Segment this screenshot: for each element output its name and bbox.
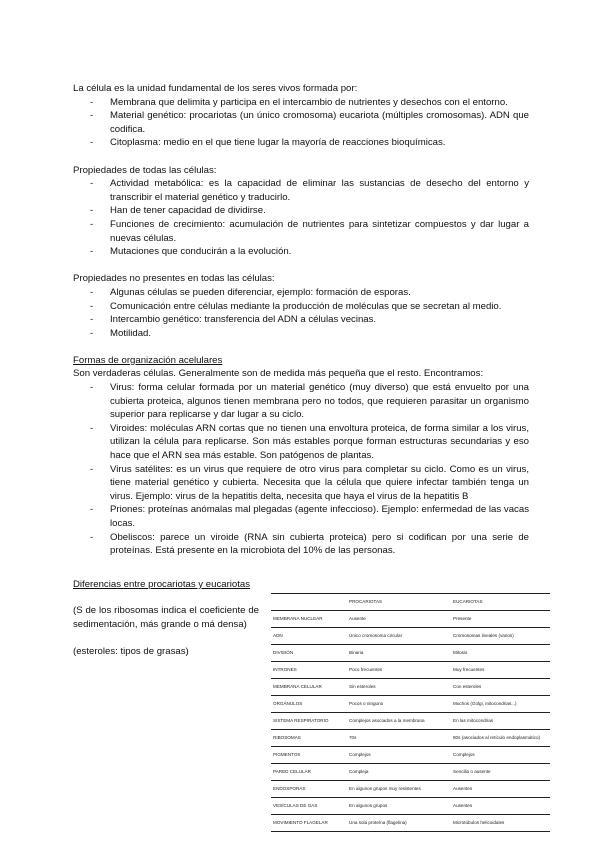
table-cell: Muy frecuentes — [451, 662, 550, 679]
list-item: - Han de tener capacidad de dividirse. — [110, 204, 529, 218]
list-item: - Material genético: procariotas (un único cromosoma) eucariota (múltiples cromosomas). ADN que codifica. — [110, 109, 529, 136]
table-cell: Sin esteroles — [347, 679, 451, 696]
table-row — [271, 679, 550, 696]
acellular-list — [73, 381, 529, 558]
table-cell: Compleja — [347, 764, 451, 781]
text-column — [73, 82, 529, 558]
table-header: PROCARIOTAS — [347, 594, 451, 611]
table-header: EUCARIOTAS — [451, 594, 550, 611]
list-item: - Priones: proteínas anómalas mal plegadas (agente infeccioso). Ejemplo: enfermedad de las vacas locas. — [110, 503, 529, 530]
list-item: - Funciones de crecimiento: acumulación de nutrientes para sintetizar compuestos y dar lugar a nuevas células. — [110, 218, 529, 245]
acellular-intro: Son verdaderas células. Generalmente son de medida más pequeña que el resto. Encontramos: — [73, 368, 484, 380]
table-cell: Presente — [451, 611, 550, 628]
differences-heading: Diferencias entre procariotas y eucariotas — [73, 579, 251, 590]
acellular-heading: Formas de organización acelulares — [73, 354, 223, 366]
table-cell: Microtúbulos helicoidales — [451, 815, 550, 832]
table-cell: Sencilla o ausente — [451, 764, 550, 781]
table-row — [271, 764, 550, 781]
table-cell: INTRONES — [271, 662, 347, 679]
table-cell: 70s — [347, 730, 451, 747]
table-cell: Ausente — [347, 611, 451, 628]
list-item: - Comunicación entre células mediante la producción de moléculas que se secretan al medio. — [110, 300, 529, 314]
table-cell: 80s (asociados al retículo endoplasmático) — [451, 730, 550, 747]
table-cell: Mitosis — [451, 645, 550, 662]
table-row — [271, 730, 550, 747]
table-cell: Una sola proteína (flagelina) — [347, 815, 451, 832]
ribosome-note: (S de los ribosomas indica el coeficiente de sedimentación, más grande o má densa) — [73, 605, 259, 630]
table-row — [271, 696, 550, 713]
table-row — [271, 781, 550, 798]
table-cell: Con esteroles — [451, 679, 550, 696]
comparison-table — [271, 593, 550, 832]
table-cell: Complejos — [347, 747, 451, 764]
table-cell: Muchos (Golgi, mitocondrias...) — [451, 696, 550, 713]
table-cell: Complejos asociados a la membrana — [347, 713, 451, 730]
list-item: - Motilidad. — [110, 327, 529, 341]
list-item: - Mutaciones que conducirán a la evolución. — [110, 245, 529, 259]
table-header-row — [271, 594, 550, 611]
table-cell: SISTEMA RESPIRATORIO — [271, 713, 347, 730]
table-cell: VESÍCULAS DE GAS — [271, 798, 347, 815]
intro-list — [73, 96, 529, 150]
list-item: - Intercambio genético: transferencia del ADN a células vecinas. — [110, 313, 529, 327]
table-cell: Pocos o ninguno — [347, 696, 451, 713]
table-header — [271, 594, 347, 611]
table-cell: DIVISIÓN — [271, 645, 347, 662]
table-row — [271, 611, 550, 628]
table-cell: Cromosomas lineales (varios) — [451, 628, 550, 645]
table-row — [271, 628, 550, 645]
table-cell: Poco frecuentes — [347, 662, 451, 679]
table-cell: Binaria — [347, 645, 451, 662]
list-item: - Virus: forma celular formada por un material genético (muy diverso) que está envuelto por una cubierta proteica, algunos tienen membrana pero no todos, que requieren parasitar un organismo superior para replicarse y dar lugar a su ciclo. — [110, 381, 529, 422]
differences-notes — [73, 604, 259, 658]
table-cell: MOVIMIENTO FLAGELAR — [271, 815, 347, 832]
table-row — [271, 662, 550, 679]
list-item: - Actividad metabólica: es la capacidad de eliminar las sustancias de desecho del entorno y transcribir el material genético y traducirlo. — [110, 177, 529, 204]
table-row — [271, 645, 550, 662]
intro-heading: La célula es la unidad fundamental de los seres vivos formada por: — [73, 83, 358, 94]
table-row — [271, 798, 550, 815]
sterol-note: (esteroles: tipos de grasas) — [73, 645, 189, 657]
table-cell: Único cromosoma circular — [347, 628, 451, 645]
props-not-all-heading: Propiedades no presentes en todas las células: — [73, 273, 275, 285]
props-not-all-list — [73, 286, 529, 340]
table-cell: PIGMENTOS — [271, 747, 347, 764]
table-cell: En algunos grupos muy resistentes — [347, 781, 451, 798]
table-row — [271, 713, 550, 730]
list-item: - Virus satélites: es un virus que requiere de otro virus para completar su ciclo. Como es un virus, tiene material genético y cubierta. Necesita que la célula que quiere infectar también tenga un virus. Ejemplo: virus de la hepatitis delta, necesita que haya el virus de la hepatitis B — [110, 463, 529, 504]
table-cell: MEMBRANA NUCLEAR — [271, 611, 347, 628]
table-cell: MEMBRANA CELULAR — [271, 679, 347, 696]
list-item: - Algunas células se pueden diferenciar, ejemplo: formación de esporas. — [110, 286, 529, 300]
list-item: - Viroides: moléculas ARN cortas que no tienen una envoltura proteica, de forma similar a los virus, utilizan la célula para replicarse. Son más estables porque forman estructuras secundarias y eso hace que el ARN sea más estable. Son patógenos de plantas. — [110, 422, 529, 463]
table-cell: ADN — [271, 628, 347, 645]
table-cell: PARED CELULAR — [271, 764, 347, 781]
table-cell: Ausentes — [451, 798, 550, 815]
table-cell: RIBOSOMAS — [271, 730, 347, 747]
props-all-list — [73, 177, 529, 259]
list-item: - Membrana que delimita y participa en el intercambio de nutrientes y desechos con el entorno. — [110, 96, 529, 110]
props-all-heading: Propiedades de todas las células: — [73, 164, 217, 176]
table-row — [271, 815, 550, 832]
table-cell: Complejos — [451, 747, 550, 764]
list-item: - Obeliscos: parece un viroide (RNA sin cubierta proteica) pero si codifican por una serie de proteínas. Está presente en la microbiota del 10% de las personas. — [110, 531, 529, 558]
table-cell: Ausentes — [451, 781, 550, 798]
list-item: - Citoplasma: medio en el que tiene lugar la mayoría de reacciones bioquímicas. — [110, 136, 529, 150]
table-cell: En las mitocondrias — [451, 713, 550, 730]
table-cell: En algunos grupos — [347, 798, 451, 815]
table-cell: ORGÁNULOS — [271, 696, 347, 713]
table-row — [271, 747, 550, 764]
table-cell: ENDOSPORAS — [271, 781, 347, 798]
